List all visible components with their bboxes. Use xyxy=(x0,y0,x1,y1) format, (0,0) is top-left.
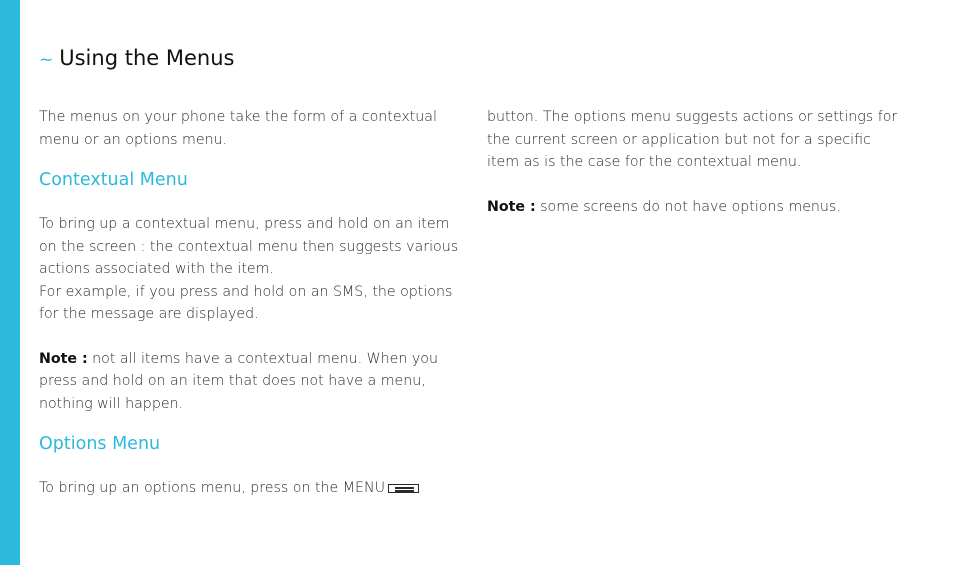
note-text: not all items have a contextual menu. When you press and hold on an item that does not have a menu, nothing will happen. xyxy=(39,350,438,412)
title-marker: ~ xyxy=(39,50,54,70)
spacer xyxy=(39,455,459,477)
spacer xyxy=(39,191,459,213)
contextual-paragraph-1: To bring up a contextual menu, press and hold on an item on the screen : the contextual menu then suggests various actions associated with the item. xyxy=(39,216,459,277)
page-title xyxy=(39,46,234,70)
accent-side-bar xyxy=(0,0,20,565)
spacer xyxy=(487,174,907,196)
options-menu-heading: Options Menu xyxy=(39,434,161,454)
options-paragraph-1 xyxy=(39,477,459,500)
spacer xyxy=(39,326,459,348)
contextual-menu-heading: Contextual Menu xyxy=(39,170,188,190)
contextual-note xyxy=(39,348,459,416)
contextual-paragraph-2: For example, if you press and hold on an SMS, the options for the message are displayed. xyxy=(39,283,453,322)
options-paragraph-text: To bring up an options menu, press on the MENU xyxy=(39,480,385,496)
menu-key-icon xyxy=(388,484,419,493)
options-paragraph-continued: button. The options menu suggests actions or settings for the current screen or application but not for a specific item as is the case for the contextual menu. xyxy=(487,109,898,170)
right-column xyxy=(487,106,907,218)
intro-paragraph: The menus on your phone take the form of a contextual menu or an options menu. xyxy=(39,109,437,148)
left-column xyxy=(39,106,459,500)
note-label: Note : xyxy=(487,198,536,215)
note-text: some screens do not have options menus. xyxy=(535,198,841,215)
note-label: Note : xyxy=(39,350,88,367)
page-title-text: Using the Menus xyxy=(59,46,235,70)
options-note xyxy=(487,196,907,219)
